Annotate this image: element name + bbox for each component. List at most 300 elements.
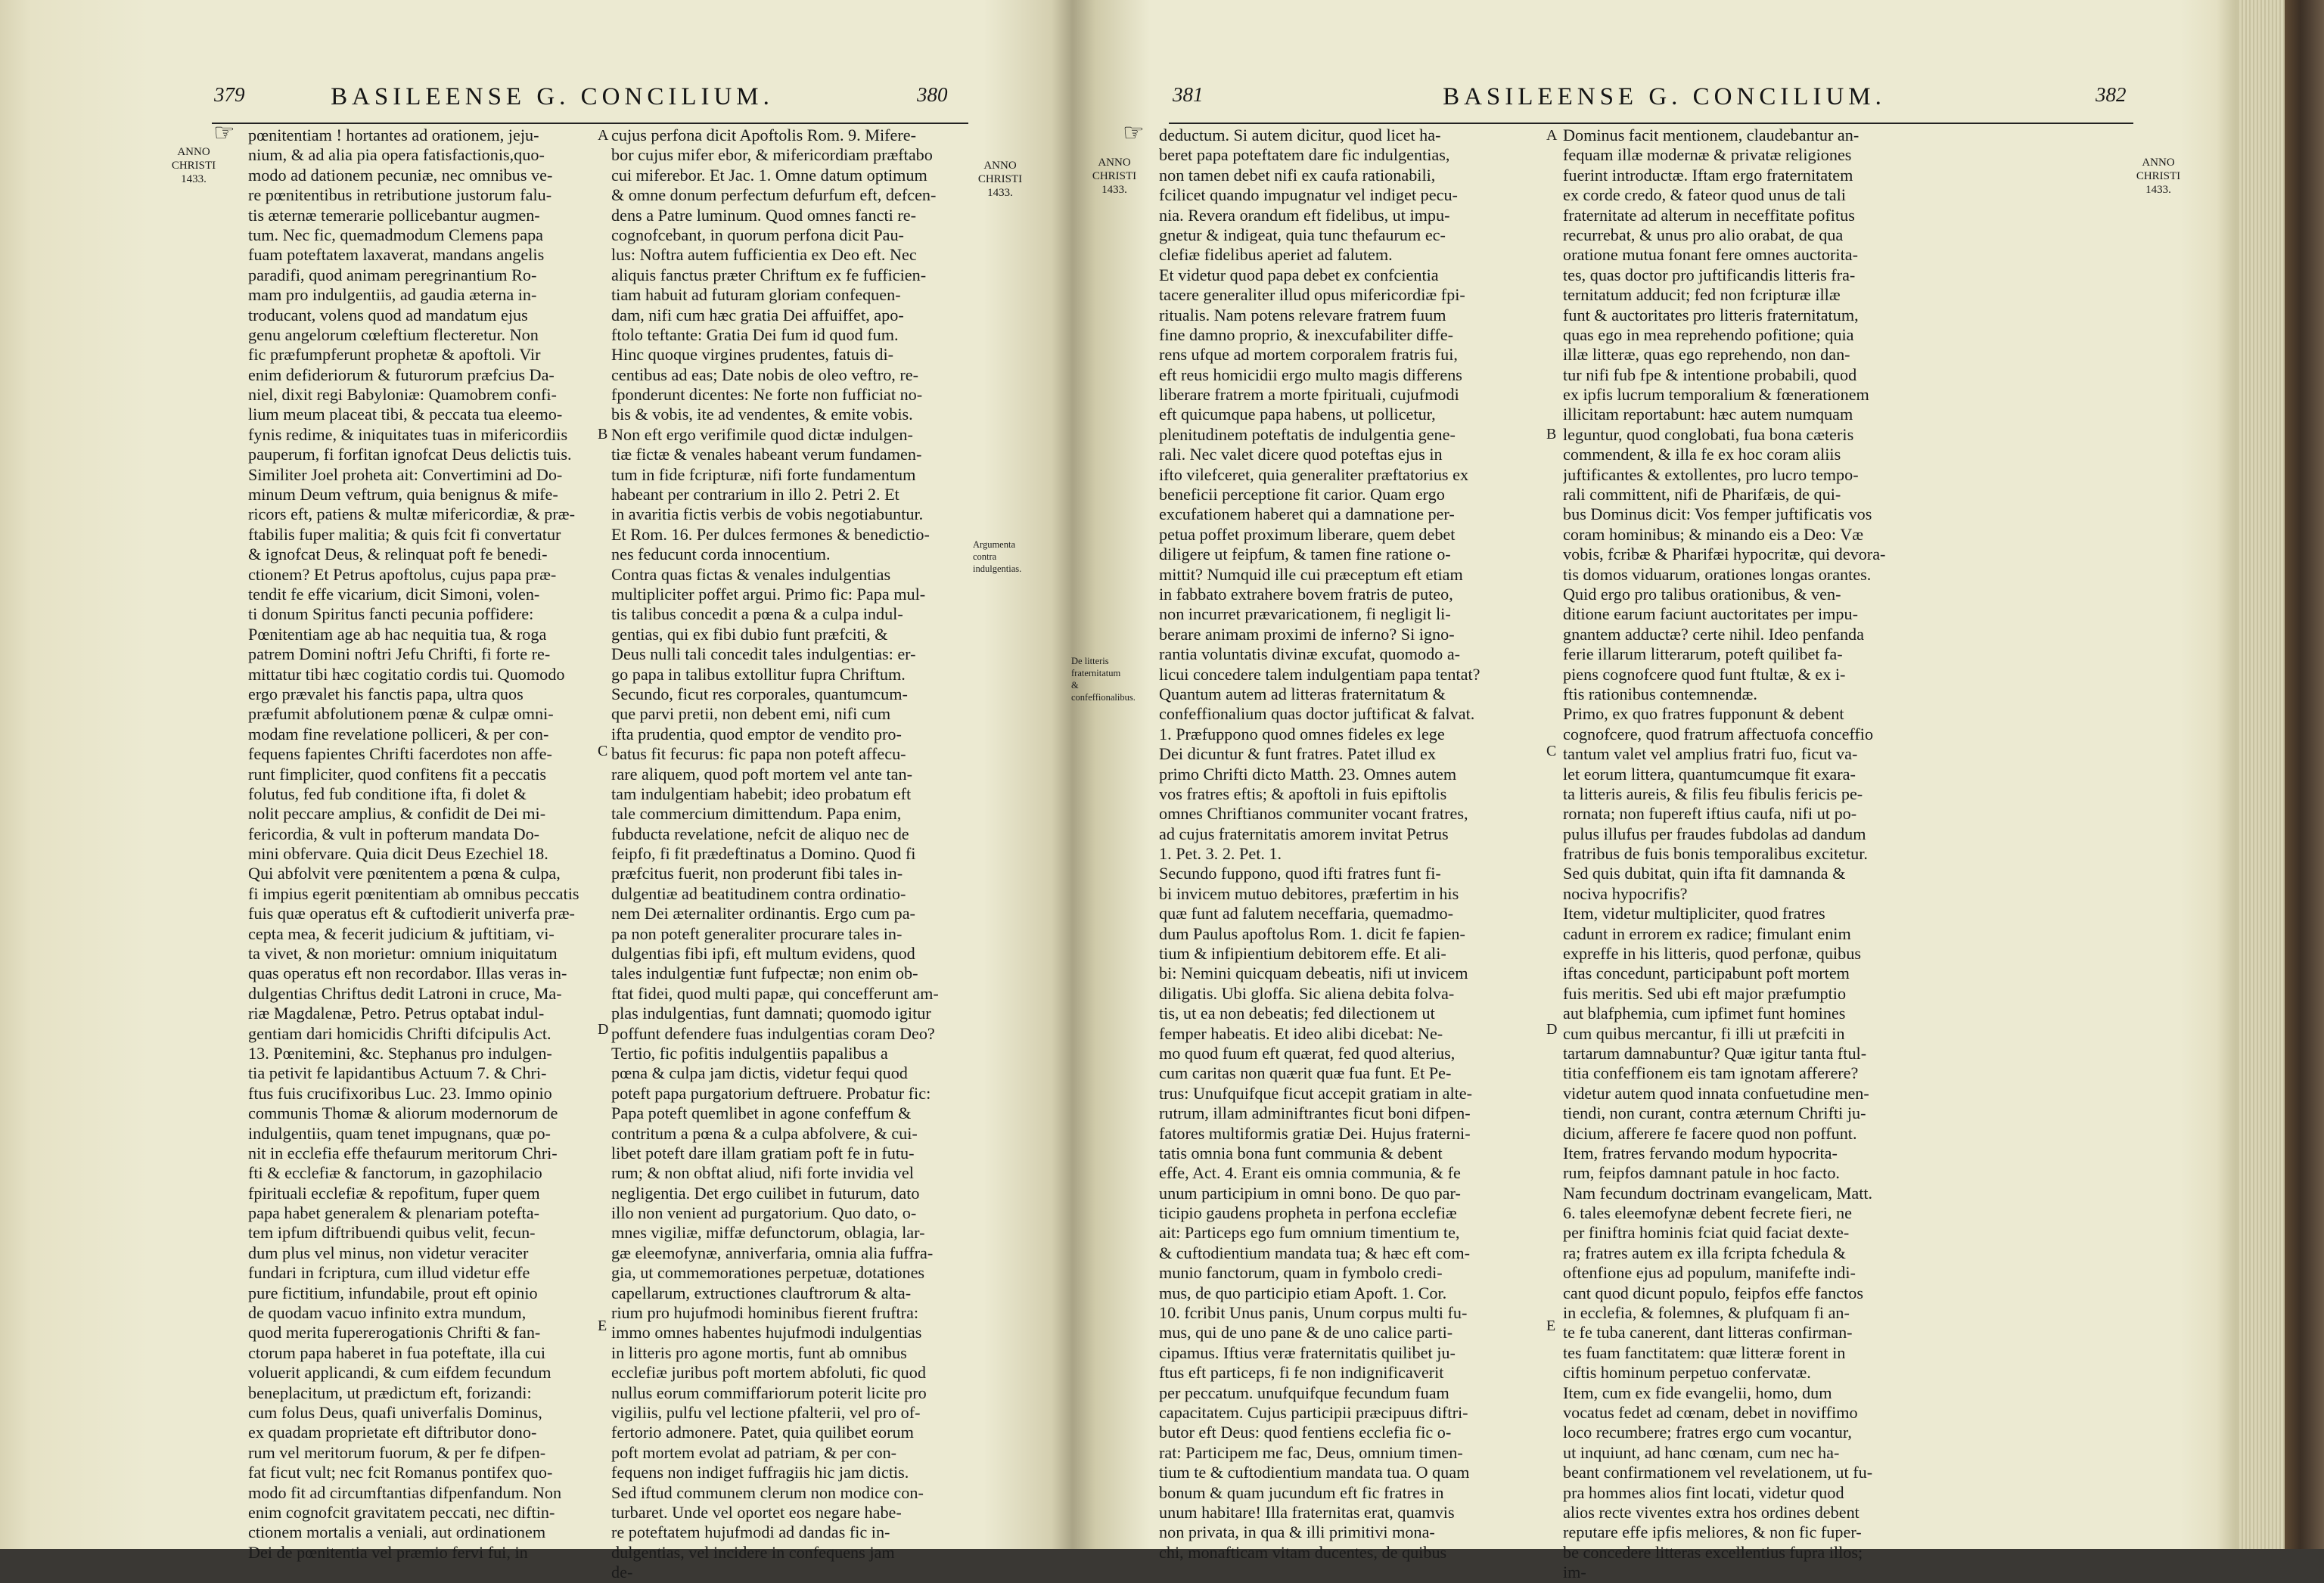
side-note: De litteris fraternitatum & confeffionalibus. — [1071, 656, 1136, 703]
text-line: gnetur & indigeat, quia tunc thefaurum ec- — [1159, 225, 1446, 244]
text-line: omnes Chriftianos communiter vocant fratres, — [1159, 804, 1468, 824]
text-line: juftificantes & extollentes, pro lucro tempo- — [1563, 464, 1859, 484]
side-note: Argumenta contra indulgentias. — [973, 539, 1022, 574]
text-line: in avaritia fictis verbis de vobis negotiabuntur. — [611, 504, 924, 524]
text-line: quod merita fupererogationis Chrifti & fan- — [248, 1323, 541, 1342]
text-line: tum in fide fcripturæ, nifi forte fundamentum — [611, 464, 916, 484]
text-line: cadunt in errorem ex radice; fimulant enim — [1563, 923, 1851, 943]
text-line: 6. tales eleemofynæ debent fecrete fieri, ne — [1563, 1203, 1852, 1223]
text-line: & cuftodientium mandata tua; & hæc eft com- — [1159, 1243, 1470, 1262]
margin-year-label: CHRISTI — [977, 173, 1023, 185]
text-line: in litteris pro agone mortis, funt ab omnibus — [611, 1342, 907, 1362]
text-line: tendit fe effe vicarium, dicit Simoni, volen- — [248, 584, 540, 604]
text-line: ftolo teftante: Gratia Dei fum id quod fum. — [611, 324, 899, 344]
text-line: cum quibus mercantur, fi illi ut præfciti in — [1563, 1023, 1845, 1043]
text-line: tale commercium dimittendum. Papa enim, — [611, 804, 902, 824]
text-line: patrem Domini noftri Jefu Chrifti, fi forte re- — [248, 644, 551, 664]
text-line: pra hommes alios fint locati, videtur quod — [1563, 1482, 1844, 1502]
text-line: Secundo, ficut res corporales, quantumcum- — [611, 684, 908, 703]
text-line: troducant, volens quod ad mandatum ejus — [248, 305, 528, 324]
text-line: ftabilis fuper malitia; & quis fcit fi convertatur — [248, 524, 561, 544]
text-line: cognofcere, quod fratrum affectuofa conceffio — [1563, 724, 1874, 743]
text-line: ciftis hominum perpetuo confervatæ. — [1563, 1363, 1811, 1383]
page-number: 381 — [1173, 83, 1204, 106]
text-line: piens cognofcere quod funt ftultæ, & ex i- — [1563, 664, 1846, 684]
text-line: rare aliquem, quod poft mortem vel ante tan- — [611, 764, 912, 784]
text-line: fynis redime, & iniquitates tuas in mifericordiis — [248, 424, 568, 444]
text-line: ternitatum adducit; fed non fcripturæ illæ — [1563, 285, 1841, 305]
text-line: gentias, qui ex fibi dubio funt præfciti, & — [611, 624, 888, 644]
text-line: tes, quas doctor pro juftificandis litteris fra- — [1563, 265, 1856, 284]
text-line: dulgentias fibi ipfi, eft multum evidens, quod — [611, 944, 915, 964]
text-line: Nam fecundum doctrinam evangelicam, Matt. — [1563, 1183, 1873, 1203]
text-line: tales indulgentiæ funt fufpectæ; non enim ob- — [611, 964, 918, 983]
text-line: te fe tuba canerent, dant litteras confirman- — [1563, 1323, 1853, 1342]
text-line: tiendi, non curant, contra æternum Chrifti ju- — [1563, 1103, 1866, 1123]
text-line: per peccatum. unufquifque fecundum fuam — [1159, 1383, 1449, 1402]
text-line: oratione mutua fonant fere omnes auctorita- — [1563, 245, 1858, 265]
text-line: papa habet generalem & plenariam potefta- — [248, 1203, 540, 1223]
text-line: berare animam proximi de inferno? Si igno- — [1159, 624, 1455, 644]
text-line: rali committent, nifi de Pharifæis, de qui- — [1563, 485, 1841, 504]
text-line: fine damno proprio, & inexcufabiliter diffe- — [1159, 324, 1453, 344]
text-line: pœnitentiam ! hortantes ad orationem, jeju- — [248, 126, 539, 144]
text-line: mittatur tibi hæc cogitatio cordis tui. Quomodo — [248, 664, 565, 684]
text-line: cant quod dicunt populo, feipfos effe fanctos — [1563, 1283, 1864, 1302]
text-line: ex ipfis lucrum temporalium & fœnerationem — [1563, 385, 1869, 405]
margin-year-label: ANNO — [2142, 157, 2175, 169]
text-line: fcilicet quando impugnatur vel indiget pecu- — [1159, 185, 1458, 205]
text-line: præfumit abfolutionem pœnæ & culpæ omni- — [248, 704, 554, 724]
text-line: Deus nulli tali concedit tales indulgentias: er- — [611, 644, 916, 664]
text-line: eft reus homicidii ergo multo magis differens — [1159, 365, 1462, 384]
text-line: cipamus. Iftius veræ fraternitatis quilibet ju- — [1159, 1342, 1456, 1362]
text-line: libet poteft dare illam gratiam poft fe in futu- — [611, 1143, 915, 1162]
text-line: beneplacitum, ut prædictum eft, forizandi: — [248, 1383, 532, 1402]
text-line: rat: Participem me fac, Deus, omnium timen- — [1159, 1442, 1463, 1462]
text-line: Primo, ex quo fratres fupponunt & debent — [1563, 704, 1844, 724]
text-line: de- — [611, 1563, 633, 1582]
text-line: lium meum placeat tibi, & peccata tua eleemo- — [248, 405, 563, 424]
text-line: Non eft ergo verifimile quod dictæ indulgen- — [611, 424, 913, 444]
text-line: quas ego in mea reprehendo pofitione; quia — [1563, 324, 1854, 344]
text-line: nium, & ad alia pia opera fatisfactionis,quo- — [248, 145, 545, 165]
text-line: paradifi, quod animam peregrinantium Ro- — [248, 265, 537, 284]
text-line: fuis meritis. Sed ubi eft major præfumptio — [1563, 983, 1847, 1003]
section-mark: C — [1546, 743, 1557, 759]
text-line: nia. Revera orandum eft fidelibus, ut impu- — [1159, 205, 1450, 225]
text-line: per finiftra hominis fciat quid faciat dexte- — [1563, 1223, 1850, 1243]
text-line: mus, de quo participio etiam Apoft. 1. Cor. — [1159, 1283, 1447, 1302]
text-line: nem Dei æternaliter ordinantis. Ergo cum pa- — [611, 904, 915, 923]
text-line: cujus perfona dicit Apoftolis Rom. 9. Mifere- — [611, 126, 916, 144]
text-line: non privata, in qua & illi primitivi mona- — [1159, 1522, 1435, 1542]
text-line: cui miferebor. Et Jac. 1. Omne datum optimum — [611, 165, 927, 185]
text-line: pœna & culpa jam dictis, videtur fequi quod — [611, 1063, 908, 1083]
text-line: ta vivet, & non morietur: omnium iniquitatum — [248, 944, 558, 964]
text-line: fuerint introductæ. Iftam ergo fraternitatem — [1563, 165, 1853, 185]
text-line: bus Dominus dicit: Vos femper juftificatis vos — [1563, 504, 1872, 524]
text-line: fuam poteftatem laxaverat, mandans angelis — [248, 245, 545, 265]
section-mark: B — [1546, 426, 1557, 442]
text-line: rum; & non obftat aliud, nifi forte invidia vel — [611, 1163, 914, 1183]
text-line: turbaret. Unde vel oportet eos negare habe- — [611, 1502, 902, 1522]
section-mark: B — [598, 426, 608, 442]
text-line: Dei de pœnitentia vel præmio fervi fui, in — [248, 1542, 528, 1562]
margin-year-label: CHRISTI — [2136, 170, 2181, 182]
text-line: tartarum damnabuntur? Quæ igitur tanta ftul- — [1563, 1043, 1867, 1063]
text-line: loco recumbere; fratres ergo cum vocantur, — [1563, 1423, 1852, 1442]
text-line: mus, qui de uno pane & de uno calice parti- — [1159, 1323, 1453, 1342]
text-line: ftat fidei, quod multi papæ, qui concefferunt am- — [611, 983, 939, 1003]
text-line: illo non venient ad purgatorium. Quo dato, o- — [611, 1203, 917, 1223]
section-mark: D — [1546, 1021, 1558, 1038]
running-head: BASILEENSE G. CONCILIUM. — [331, 83, 774, 110]
text-line: poteft papa purgatorium deftruere. Probatur fic: — [611, 1083, 931, 1103]
text-line: non incurret prævaricationem, fi negligit li- — [1159, 604, 1451, 624]
text-column-2 — [1563, 126, 2134, 1583]
text-line: nolit peccare amplius, & confidit de Dei mi- — [248, 804, 546, 824]
text-line: Qui abfolvit vere pœnitentem a pœna & culpa, — [248, 864, 561, 883]
section-mark: A — [1546, 127, 1558, 144]
book-cover — [2285, 0, 2324, 1549]
text-line: fuis quæ operatus eft & cuftodierit univerfa præ- — [248, 904, 575, 923]
text-column-1 — [248, 126, 589, 1563]
section-mark: E — [1546, 1318, 1556, 1334]
text-line: im- — [1563, 1563, 1586, 1582]
pointing-hand-icon: ☞ — [1123, 118, 1145, 147]
text-line: tam indulgentiam habebit; ideo probatum eft — [611, 784, 912, 803]
margin-year-label: ANNO — [177, 146, 210, 158]
text-line: cum folus Deus, quafi univerfalis Dominus, — [248, 1403, 542, 1422]
text-line: rum vel meritorum fuorum, & per fe difpen- — [248, 1442, 546, 1462]
text-line: pure fictitium, infundabile, prout eft opinio — [248, 1283, 538, 1302]
text-line: ait: Particeps ego fum omnium timentium te, — [1159, 1223, 1460, 1243]
right-page-header — [1089, 83, 2239, 120]
text-line: dum Paulus apoftolus Rom. 1. dicit fe fapien- — [1159, 923, 1465, 943]
text-line: Similiter Joel proheta ait: Convertimini ad Do- — [248, 464, 563, 484]
text-line: runt fimpliciter, quod confitens fit a peccatis — [248, 764, 547, 784]
text-line: fti & ecclefiæ & fanctorum, in gazophilacio — [248, 1163, 542, 1183]
text-line: ergo prævalet his fanctis papa, ultra quos — [248, 684, 524, 703]
text-line: non tamen debet nifi ex caufa rationabili, — [1159, 165, 1436, 185]
text-line: ctionem? Et Petrus apoftolus, cujus papa præ- — [248, 564, 557, 584]
text-line: titia confeffionem eis tam ignotam afferere? — [1563, 1063, 1859, 1083]
text-line: fponderunt dicentes: Ne forte non fufficiat no- — [611, 385, 923, 405]
text-line: plenitudinem poteftatis de indulgentia gene- — [1159, 424, 1456, 444]
text-line: butor eft Deus: quod fentiens ecclefia fic o- — [1159, 1423, 1452, 1442]
text-line: fericordia, & vult in pofterum mandata Do- — [248, 824, 540, 843]
text-line: ritualis. Nam potens relevare fratrem fuum — [1159, 305, 1446, 324]
text-line: fubducta revelatione, nefcit de aliquo nec de — [611, 824, 909, 843]
text-line: bi: Nemini quicquam debeatis, nifi ut invicem — [1159, 964, 1468, 983]
text-line: diligere ut feipfum, & tamen fine ratione o- — [1159, 545, 1451, 564]
text-line: Quantum autem ad litteras fraternitatum & — [1159, 684, 1446, 703]
text-line: nit in ecclefia effe thefaurum meritorum Chri- — [248, 1143, 558, 1162]
text-line: vobis, fcribæ & Pharifæi hypocritæ, qui devora- — [1563, 545, 1886, 564]
text-line: videtur autem quod innata confuetudine men- — [1563, 1083, 1869, 1103]
text-line: unum participium in omni bono. De quo par- — [1159, 1183, 1461, 1203]
text-line: enim defideriorum & futurorum præfcius Da- — [248, 365, 555, 384]
text-line: rali. Nec valet dicere quod poteftas ejus in — [1159, 445, 1443, 464]
text-line: coram hominibus; & minando eis a Deo: Væ — [1563, 524, 1864, 544]
text-line: 13. Pœnitemini, &c. Stephanus pro indulgen- — [248, 1043, 552, 1063]
text-line: Sed iftud communem clerum non modice con- — [611, 1482, 924, 1502]
text-line: tium te & cuftodientium mandata tua. O quam — [1159, 1463, 1470, 1482]
text-line: beneficii perceptione fit carior. Quam ergo — [1159, 485, 1445, 504]
text-line: dulgentias, vel incidere in confequens jam — [611, 1542, 895, 1562]
right-page — [1071, 0, 2239, 1582]
text-line: recurrebat, & unus pro alio orabat, de qua — [1563, 225, 1844, 244]
text-line: multipliciter poffet argui. Primo fic: Papa mul- — [611, 584, 926, 604]
text-line: aliquis fanctus præter Chriftum ex fe fufficien- — [611, 265, 927, 284]
text-line: re poteftatem hujufmodi ad dandas fic in- — [611, 1522, 890, 1542]
text-line: ad cujus fraternitatis amorem invitat Petrus — [1159, 824, 1449, 843]
text-line: petua poffet proximum liberare, quem debet — [1159, 524, 1456, 544]
text-line: indulgentiis, quam tenet impugnans, quæ po- — [248, 1123, 551, 1143]
text-line: tis talibus concedit a pœna & a culpa indul- — [611, 604, 903, 624]
text-line: ifto vilefceret, quia generaliter præftatorius ex — [1159, 464, 1469, 484]
text-line: vigiliis, pulfu vel lectione pfalterii, vel pro of- — [611, 1403, 921, 1422]
text-line: Sed quis dubitat, quin ifta fit damnanda & — [1563, 864, 1846, 883]
margin-year-label: ANNO — [983, 160, 1017, 172]
text-line: licui concedere talem indulgentiam papa tentat? — [1159, 664, 1480, 684]
margin-year-note — [977, 159, 1023, 200]
text-line: cognofcebant, in quorum perfona dicit Pau- — [611, 225, 904, 244]
text-line: tur nifi fub fpe & intentione probabili, quod — [1563, 365, 1857, 384]
text-line: cum caritas non quærit quæ fua funt. Et Pe- — [1159, 1063, 1452, 1083]
text-line: mittit? Numquid ille cui præceptum eft etiam — [1159, 564, 1463, 584]
text-line: Tertio, fic pofitis indulgentiis papalibus a — [611, 1043, 888, 1063]
text-line: dulgentiæ ad beatitudinem contra ordinatio- — [611, 883, 906, 903]
text-line: vos fratres eftis; & apoftoli in fuis epiftolis — [1159, 784, 1447, 803]
left-page-header — [0, 83, 1105, 120]
text-line: confeffionalium quas doctor juftificat & falvat. — [1159, 704, 1475, 724]
text-line: fpirituali ecclefiæ & repofitum, fuper quem — [248, 1183, 540, 1203]
text-line: in ecclefia, & folemnes, & plufquam fi an- — [1563, 1303, 1850, 1323]
text-line: Pœnitentiam age ab hac nequitia tua, & roga — [248, 624, 547, 644]
text-line: bis & vobis, ite ad vendentes, & emite vobis. — [611, 405, 913, 424]
text-line: Contra quas fictas & venales indulgentias — [611, 564, 891, 584]
text-line: contritum a pœna & a culpa abfolvere, & cui- — [611, 1123, 918, 1143]
text-line: Dominus facit mentionem, claudebantur an- — [1563, 126, 1860, 144]
text-line: aut blafphemia, cum ipfimet funt homines — [1563, 1004, 1846, 1023]
text-line: dicium, afferere fe facere quod non poffunt. — [1563, 1123, 1857, 1143]
text-line: nullus eorum commiffariorum poterit licite pro — [611, 1383, 927, 1402]
text-line: effe, Act. 4. Erant eis omnia communia, & fe — [1159, 1163, 1461, 1183]
text-line: que parvi pretii, non debent emi, nifi cum — [611, 704, 891, 724]
text-line: quæ funt ad falutem neceffaria, quemadmo- — [1159, 904, 1453, 923]
text-line: tia petivit fe lapidantibus Actuum 7. & Chri- — [248, 1063, 547, 1083]
text-line: & omne donum perfectum defurfum eft, defcen- — [611, 185, 937, 205]
text-line: batus fit fecurus: fic papa non poteft affecu- — [611, 744, 906, 764]
text-line: Et Rom. 16. Per dulces fermones & benedictio- — [611, 524, 930, 544]
text-line: rens ufque ad mortem corporalem fratris fui, — [1159, 345, 1458, 365]
text-line: ex corde credo, & fateor quod unus de tali — [1563, 185, 1846, 205]
text-line: feipfo, fi fit prædeftinatus a Domino. Quod fi — [611, 844, 916, 864]
text-line: tem ipfum diftribuendi quibus velit, fecun- — [248, 1223, 536, 1243]
text-line: vocatus fedet ad cœnam, debet in noviffimo — [1563, 1403, 1858, 1422]
text-line: pa non poteft generaliter procurare tales in- — [611, 923, 903, 943]
text-line: bor cujus mifer ebor, & mifericordiam præftabo — [611, 145, 933, 165]
text-line: in fabbato extrahere bovem fratris de puteo, — [1159, 584, 1453, 604]
text-column-2 — [611, 126, 967, 1583]
text-line: beant confirmationem vel revelationem, ut fu- — [1563, 1463, 1873, 1482]
text-line: funt & auctoritates pro litteris fraternitatum, — [1563, 305, 1859, 324]
text-line: poffunt defendere fuas indulgentias coram Deo? — [611, 1023, 935, 1043]
text-line: ricors eft, patiens & multæ mifericordiæ, & præ- — [248, 504, 575, 524]
text-line: centibus ad eas; Date nobis de oleo veftro, re- — [611, 365, 919, 384]
text-line: fatores multiformis gratiæ Dei. Hujus fraterni- — [1159, 1123, 1471, 1143]
text-line: ditione earum faciunt auctoritates per impu- — [1563, 604, 1858, 624]
text-line: illicitam reportabunt: hæc autem numquam — [1563, 405, 1853, 424]
text-line: 10. fcribit Unus panis, Unum corpus multi fu- — [1159, 1303, 1468, 1323]
text-line: mam pro indulgentiis, ad gaudia æterna in- — [248, 285, 537, 305]
text-line: nes feducunt corda innocentium. — [611, 545, 831, 564]
text-line: iftas concedunt, participabunt poft mortem — [1563, 964, 1850, 983]
text-line: tiæ fictæ & venales habeant verum fundamen- — [611, 445, 922, 464]
text-line: Quid ergo pro talibus orationibus, & ven- — [1563, 584, 1841, 604]
text-line: Papa poteft quemlibet in agone confeffum & — [611, 1103, 912, 1123]
page-number: 380 — [917, 83, 948, 106]
text-line: plas indulgentias, funt damnati; quomodo igitur — [611, 1004, 931, 1023]
text-line: illæ litteræ, quas ego reprehendo, non dan- — [1563, 345, 1850, 365]
text-line: enim cognofcit gravitatem peccati, nec diftin- — [248, 1502, 555, 1522]
text-line: expreffe in his litteris, quod perfonæ, quibus — [1563, 944, 1861, 964]
text-line: tis, ut ea non debeatis; fed dilectionem ut — [1159, 1004, 1435, 1023]
text-line: 1. Præfuppono quod omnes fideles ex lege — [1159, 724, 1445, 743]
margin-year-label: CHRISTI — [171, 160, 216, 172]
text-line: minum Deum veftrum, quia benignus & mife- — [248, 485, 558, 504]
text-line: let eorum littera, quantumcumque fit exara- — [1563, 764, 1856, 784]
margin-year-note — [1089, 156, 1139, 197]
text-line: modo fit ad circumftantias difpenfandum. Non — [248, 1482, 562, 1502]
header-rule — [1169, 123, 2133, 124]
text-line: liberare fratrem a morte fpirituali, cujufmodi — [1159, 385, 1459, 405]
text-line: mnes vigiliæ, miffæ defunctorum, oblagia, lar- — [611, 1223, 925, 1243]
text-line: fratribus de fuis bonis temporalibus excitetur. — [1563, 844, 1868, 864]
margin-year-value: 1433. — [181, 173, 207, 185]
text-line: modam fine revelatione polliceri, & per con- — [248, 724, 549, 743]
text-line: unum habitare! Illa fraternitas erat, quamvis — [1159, 1502, 1455, 1522]
text-line: Item, cum ex fide evangelii, homo, dum — [1563, 1383, 1832, 1402]
text-line: rum, feipfos damnant patule in hoc facto. — [1563, 1163, 1840, 1183]
text-line: immo omnes habentes hujufmodi indulgentias — [611, 1323, 922, 1342]
text-line: mini obfervare. Quia dicit Deus Ezechiel 18. — [248, 844, 548, 864]
text-line: tis æternæ temerarie pollicebantur augmen- — [248, 205, 540, 225]
text-line: alios recte viventes extra hos ordines debent — [1563, 1502, 1860, 1522]
text-line: ta litteris aureis, & filis feu fibulis fericis pe- — [1563, 784, 1863, 803]
text-line: ex quadam proprietate eft diftributor dono- — [248, 1423, 537, 1442]
section-mark: D — [598, 1021, 609, 1038]
text-line: fequam illæ modernæ & privatæ religiones — [1563, 145, 1852, 165]
running-head: BASILEENSE G. CONCILIUM. — [1443, 83, 1886, 110]
margin-year-note — [2133, 156, 2183, 197]
text-line: re pœnitentibus in retributione justorum falu- — [248, 185, 552, 205]
text-line: munio fanctorum, quam in fymbolo credi- — [1159, 1263, 1443, 1283]
text-line: pulus illufus per fraudes fubdolas ad dandum — [1563, 824, 1866, 843]
text-line: Item, fratres fervando modum hypocrita- — [1563, 1143, 1838, 1162]
text-line: ctionem mortalis a veniali, aut ordinationem — [248, 1522, 546, 1542]
text-line: fraternitate ad alterum in neceffitate pofitus — [1563, 205, 1855, 225]
text-line: voluerit applicandi, & cum eifdem fecundum — [248, 1363, 551, 1383]
text-line: ftis rationibus contemnendæ. — [1563, 684, 1757, 703]
text-line: fat ficut vult; nec fcit Romanus pontifex quo- — [248, 1463, 553, 1482]
text-line: ticipio gaudens propheta in perfona ecclefiæ — [1159, 1203, 1457, 1223]
page-edges — [2239, 0, 2285, 1549]
text-line: lus: Noftra autem fufficientia ex Deo eft. Nec — [611, 245, 917, 265]
text-line: tantum valet vel amplius fratri fuo, ficut va- — [1563, 744, 1858, 764]
text-line: 1. Pet. 3. 2. Pet. 1. — [1159, 844, 1282, 864]
text-line: negligentia. Det ergo cuilibet in futurum, dato — [611, 1183, 920, 1203]
text-line: & ignofcat Deus, & relinquat poft fe benedi- — [248, 545, 548, 564]
text-line: communis Thomæ & aliorum modernorum de — [248, 1103, 558, 1123]
text-line: ecclefiæ juribus poft mortem abfoluti, fic quod — [611, 1363, 926, 1383]
margin-year-label: ANNO — [1098, 157, 1131, 169]
page-number: 382 — [2096, 83, 2127, 106]
text-line: capellarum, extructiones clauftrorum & alta- — [611, 1283, 912, 1302]
text-line: capacitatem. Cujus participii præcipuus diftri- — [1159, 1403, 1468, 1422]
text-line: niel, dixit regi Babyloniæ: Quamobrem confi- — [248, 385, 557, 405]
text-line: de quodam vacuo infinito extra mundum, — [248, 1303, 527, 1323]
text-line: ra; fratres autem ex illa fcripta fchedula & — [1563, 1243, 1846, 1262]
text-line: fundari in fcriptura, cum illud videtur effe — [248, 1263, 530, 1283]
text-line: gnantem adductæ? certe nihil. Ideo penfanda — [1563, 624, 1864, 644]
margin-year-value: 1433. — [987, 187, 1013, 199]
header-rule — [212, 123, 968, 124]
text-line: fertorio admonere. Patet, quia quilibet eorum — [611, 1423, 914, 1442]
section-mark: A — [598, 127, 609, 144]
text-line: gentiam dari homicidis Chrifti difcipulis Act. — [248, 1023, 551, 1043]
text-column-1 — [1159, 126, 1537, 1563]
text-line: beret papa poteftatem dare fic indulgentias, — [1159, 145, 1450, 165]
text-line: be concedere litteras excellentius fupra illos; — [1563, 1542, 1863, 1562]
text-line: tiam habuit ad futuram gloriam confequen- — [611, 285, 901, 305]
section-mark: E — [598, 1318, 607, 1334]
text-line: præfcitus fuerit, non proderunt fibi tales in- — [611, 864, 903, 883]
text-line: pauperum, fi forfitan ignofcat Deus delictis tuis. — [248, 445, 572, 464]
text-line: genu angelorum cœleftium flecteretur. Non — [248, 324, 539, 344]
page-number: 379 — [214, 83, 245, 106]
text-line: fequens fapientes Chrifti facerdotes non affe- — [248, 744, 552, 764]
text-line: femper habeatis. Et ideo alibi dicebat: Ne- — [1159, 1023, 1443, 1043]
text-line: poft mortem evolat ad patriam, & per con- — [611, 1442, 897, 1462]
text-line: rutrum, illam adminiftrantes ficut boni difpen- — [1159, 1103, 1471, 1123]
text-line: fic præfumpferunt prophetæ & apoftoli. Vir — [248, 345, 541, 365]
text-line: nociva hypocrifis? — [1563, 883, 1688, 903]
text-line: chi, monafticam vitam ducentes, de quibus — [1159, 1542, 1447, 1562]
text-line: ti donum Spiritus fancti pecunia poffidere: — [248, 604, 534, 624]
text-line: cepta mea, & fecerit judicium & juftitiam, vi- — [248, 923, 555, 943]
margin-year-value: 1433. — [1101, 184, 1127, 196]
text-line: reputare effe ipfis meliores, & non fic fuper- — [1563, 1522, 1862, 1542]
margin-year-note — [171, 145, 216, 186]
text-line: tum. Nec fic, quemadmodum Clemens papa — [248, 225, 544, 244]
text-line: ftus fuis crucifixoribus Luc. 23. Immo opinio — [248, 1083, 552, 1103]
text-line: Item, videtur multipliciter, quod fratres — [1563, 904, 1825, 923]
text-line: dum plus vel minus, non videtur veraciter — [248, 1243, 529, 1262]
text-line: tium & infipientium debitorem effe. Et ali- — [1159, 944, 1446, 964]
text-line: Dei dicuntur & funt fratres. Patet illud ex — [1159, 744, 1436, 764]
text-line: ftus eft particeps, fi fe non indignificaverit — [1159, 1363, 1444, 1383]
text-line: ctorum papa haberet in fua poteftate, illa cui — [248, 1342, 546, 1362]
text-line: Et videtur quod papa debet ex confcientia — [1159, 265, 1439, 284]
text-line: oftenfione ejus ad populum, manifefte indi- — [1563, 1263, 1856, 1283]
text-line: leguntur, quod conglobati, fua bona cæteris — [1563, 424, 1854, 444]
text-line: fi impius egerit pœnitentiam ab omnibus peccatis — [248, 883, 579, 903]
pointing-hand-icon: ☞ — [213, 118, 235, 147]
margin-year-label: CHRISTI — [1092, 170, 1137, 182]
